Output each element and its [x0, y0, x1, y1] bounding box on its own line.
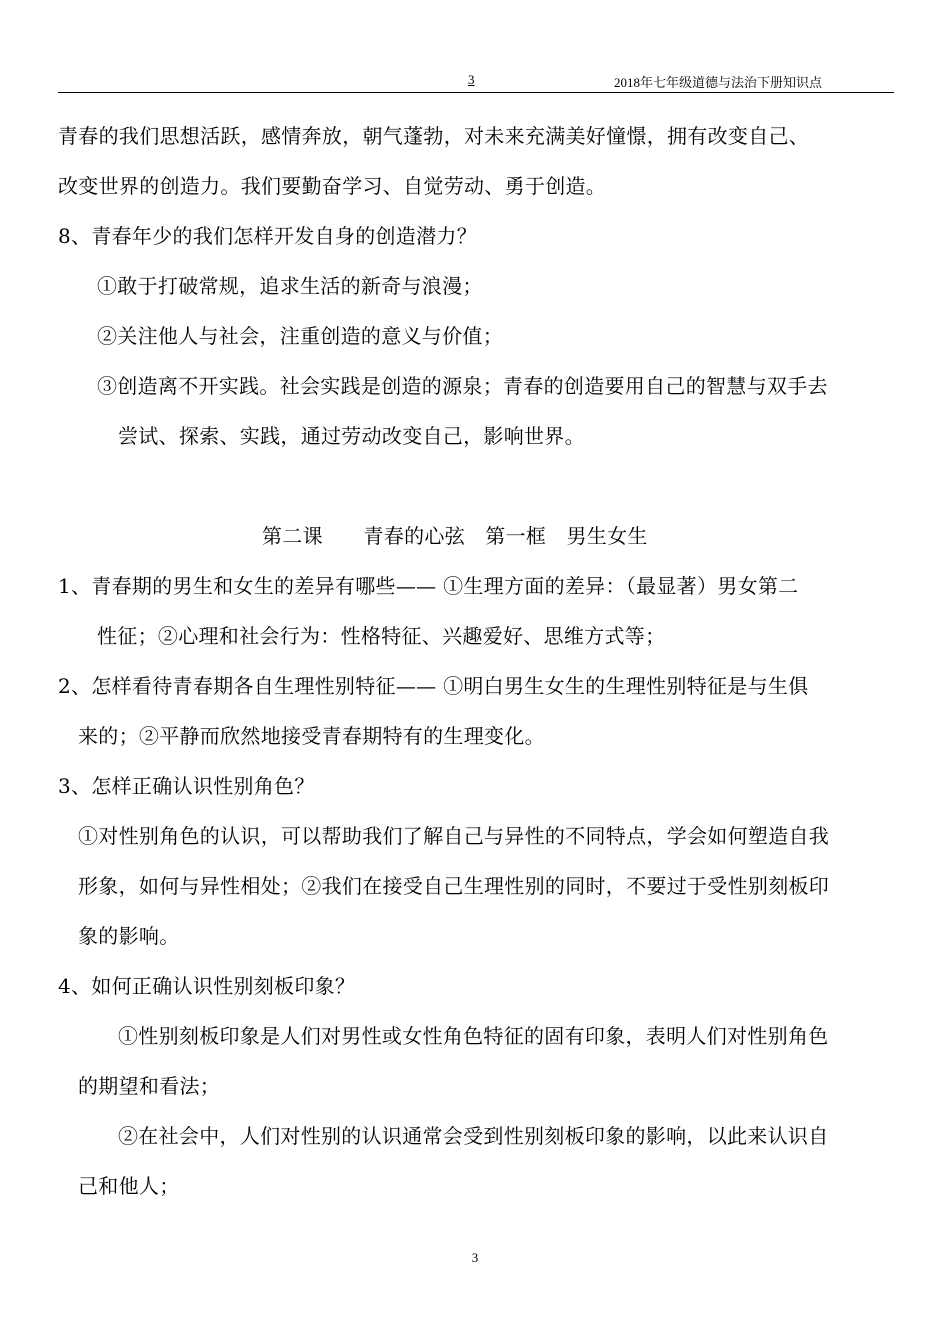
paragraph-line: 的期望和看法； [78, 1074, 221, 1098]
answer-item: ③创造离不开实践。社会实践是创造的源泉；青春的创造要用自己的智慧与双手去 [97, 374, 828, 398]
paragraph-line: 改变世界的创造力。我们要勤奋学习、自觉劳动、勇于创造。 [58, 174, 607, 198]
question-heading: 8、青春年少的我们怎样开发自身的创造潜力？ [58, 224, 478, 248]
paragraph-line: 象的影响。 [78, 924, 180, 948]
answer-item: ②关注他人与社会，注重创造的意义与价值； [97, 324, 503, 348]
paragraph-line: 性征；②心理和社会行为：性格特征、兴趣爱好、思维方式等； [97, 624, 666, 648]
question-heading: 3、怎样正确认识性别角色？ [58, 774, 315, 798]
question-heading: 2、怎样看待青春期各自生理性别特征—— ①明白男生女生的生理性别特征是与生俱 [58, 674, 809, 698]
question-heading: 4、如何正确认识性别刻板印象？ [58, 974, 356, 998]
answer-item: ①性别刻板印象是人们对男性或女性角色特征的固有印象，表明人们对性别角色 [118, 1024, 829, 1048]
footer-page-number: 3 [471, 1250, 479, 1265]
page-header [58, 66, 894, 93]
header-page-number: 3 [468, 72, 475, 87]
paragraph-line: 己和他人； [78, 1174, 180, 1198]
question-heading: 1、青春期的男生和女生的差异有哪些—— ①生理方面的差异：（最显著）男女第二 [58, 574, 799, 598]
answer-item: ①敢于打破常规，追求生活的新奇与浪漫； [97, 274, 483, 298]
answer-item-continued: 尝试、探索、实践，通过劳动改变自己，影响世界。 [118, 424, 585, 448]
lesson-title: 第二课 青春的心弦 第一框 男生女生 [262, 524, 648, 548]
answer-item: ①对性别角色的认识，可以帮助我们了解自己与异性的不同特点，学会如何塑造自我 [78, 824, 830, 848]
header-document-title: 2018年七年级道德与法治下册知识点 [614, 75, 823, 90]
page-footer [0, 1250, 950, 1266]
paragraph-line: 形象，如何与异性相处；②我们在接受自己生理性别的同时，不要过于受性别刻板印 [78, 874, 830, 898]
paragraph-line: 青春的我们思想活跃，感情奔放，朝气蓬勃，对未来充满美好憧憬，拥有改变自己、 [58, 124, 810, 148]
paragraph-line: 来的；②平静而欣然地接受青春期特有的生理变化。 [78, 724, 545, 748]
answer-item: ②在社会中，人们对性别的认识通常会受到性别刻板印象的影响，以此来认识自 [118, 1124, 829, 1148]
